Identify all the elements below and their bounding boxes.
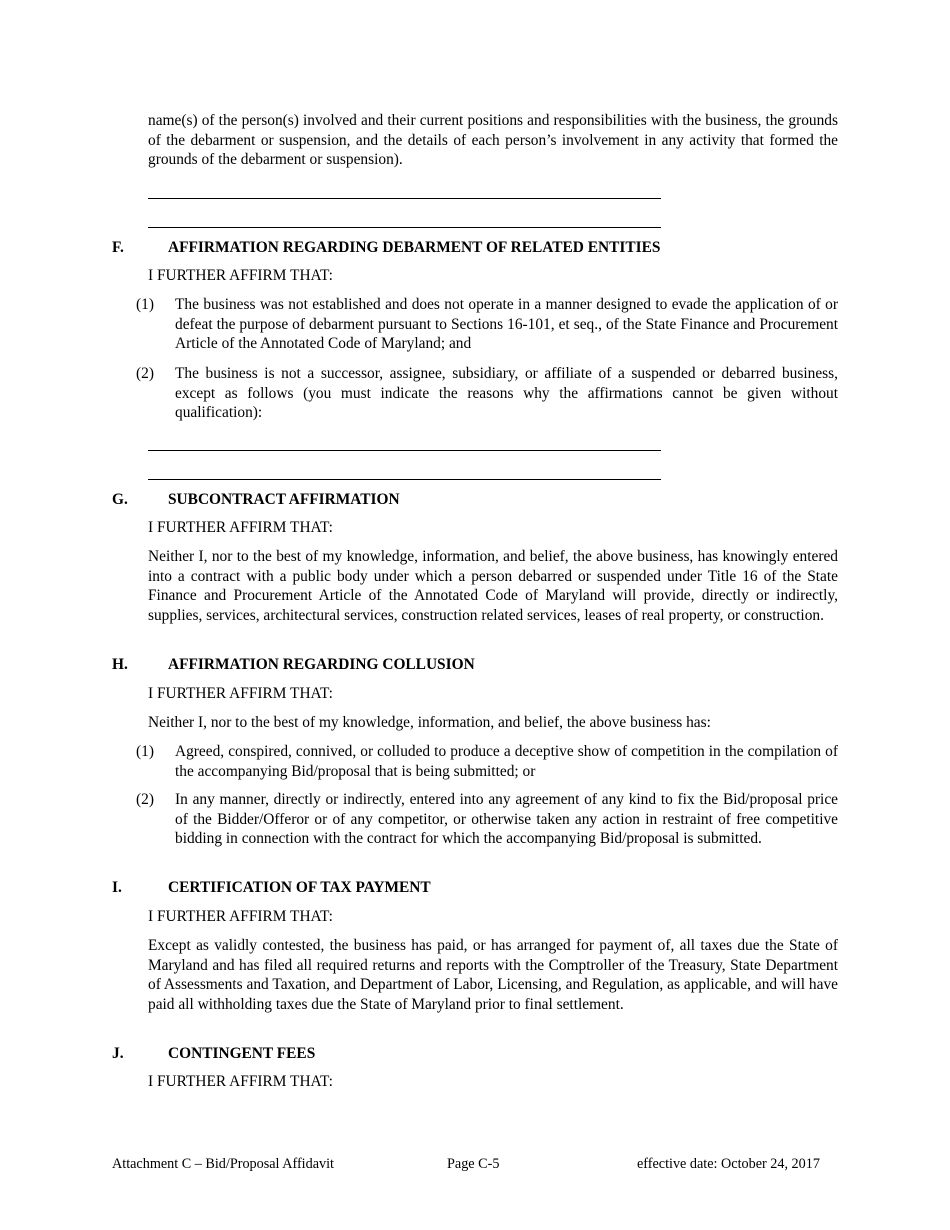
item-text: The business was not established and does not operate in a manner designed to evade the application of or defeat the purpose of debarment pursuant to Sections 16-101, et seq., of the State Finance and Procurement Article of the Annotated Code of Maryland; and xyxy=(175,296,838,353)
section-title: AFFIRMATION REGARDING COLLUSION xyxy=(168,656,475,673)
section-f-heading xyxy=(112,238,660,258)
list-item xyxy=(136,364,838,423)
list-item xyxy=(136,790,838,849)
section-h-lead: Neither I, nor to the best of my knowledge, information, and belief, the above business has: xyxy=(148,714,711,731)
item-number: (1) xyxy=(136,743,154,760)
item-number: (2) xyxy=(136,791,154,808)
blank-line xyxy=(148,198,661,199)
section-letter: G. xyxy=(112,491,128,508)
section-j-heading xyxy=(112,1044,315,1064)
footer-document-title: Attachment C – Bid/Proposal Affidavit xyxy=(112,1156,334,1172)
section-i-heading xyxy=(112,878,431,898)
section-letter: I. xyxy=(112,879,122,896)
list-item xyxy=(136,742,838,781)
footer-effective-date: effective date: October 24, 2017 xyxy=(637,1156,820,1172)
intro-paragraph: name(s) of the person(s) involved and their current positions and responsibilities with the business, the grounds of the debarment or suspension, and the details of each person’s involvement in any activity that formed the grounds of the debarment or suspension). xyxy=(148,112,838,169)
section-title: SUBCONTRACT AFFIRMATION xyxy=(168,491,400,508)
section-g-heading xyxy=(112,490,400,510)
affirm-statement: I FURTHER AFFIRM THAT: xyxy=(148,1073,333,1090)
item-number: (2) xyxy=(136,365,154,382)
section-letter: F. xyxy=(112,239,124,256)
section-g-body: Neither I, nor to the best of my knowledge, information, and belief, the above business, has knowingly entered into a contract with a public body under which a person debarred or suspended under Title 16 of the State Finance and Procurement Article of the Annotated Code of Maryland will provide, directly or indirectly, supplies, services, architectural services, construction related services, leases of real property, or construction. xyxy=(148,548,838,624)
section-i-body: Except as validly contested, the business has paid, or has arranged for payment of, all taxes due the State of Maryland and has filed all required returns and reports with the Comptroller of the Treasury, State Department of Assessments and Taxation, and Department of Labor, Licensing, and Regulation, as applicable, and will have paid all withholding taxes due the State of Maryland prior to final settlement. xyxy=(148,937,838,1013)
item-number: (1) xyxy=(136,296,154,313)
affirm-statement: I FURTHER AFFIRM THAT: xyxy=(148,685,333,702)
blank-line xyxy=(148,227,661,228)
section-letter: H. xyxy=(112,656,128,673)
item-text: Agreed, conspired, connived, or colluded to produce a deceptive show of competition in the compilation of the accompanying Bid/proposal that is being submitted; or xyxy=(175,743,838,780)
list-item xyxy=(136,295,838,354)
affirm-statement: I FURTHER AFFIRM THAT: xyxy=(148,519,333,536)
section-title: CERTIFICATION OF TAX PAYMENT xyxy=(168,879,431,896)
affirm-statement: I FURTHER AFFIRM THAT: xyxy=(148,908,333,925)
section-letter: J. xyxy=(112,1045,124,1062)
section-title: AFFIRMATION REGARDING DEBARMENT OF RELATED ENTITIES xyxy=(168,239,661,256)
section-h-heading xyxy=(112,655,475,675)
section-title: CONTINGENT FEES xyxy=(168,1045,316,1062)
footer-page-number: Page C-5 xyxy=(447,1156,500,1172)
blank-line xyxy=(148,479,661,480)
affirm-statement: I FURTHER AFFIRM THAT: xyxy=(148,267,333,284)
item-text: The business is not a successor, assignee, subsidiary, or affiliate of a suspended or debarred business, except as follows (you must indicate the reasons why the affirmations cannot be given without qualification): xyxy=(175,365,838,422)
item-text: In any manner, directly or indirectly, entered into any agreement of any kind to fix the Bid/proposal price of the Bidder/Offeror or of any competitor, or otherwise taken any action in restraint of free competitive bidding in connection with the contract for which the accompanying Bid/proposal is submitted. xyxy=(175,791,838,848)
blank-line xyxy=(148,450,661,451)
